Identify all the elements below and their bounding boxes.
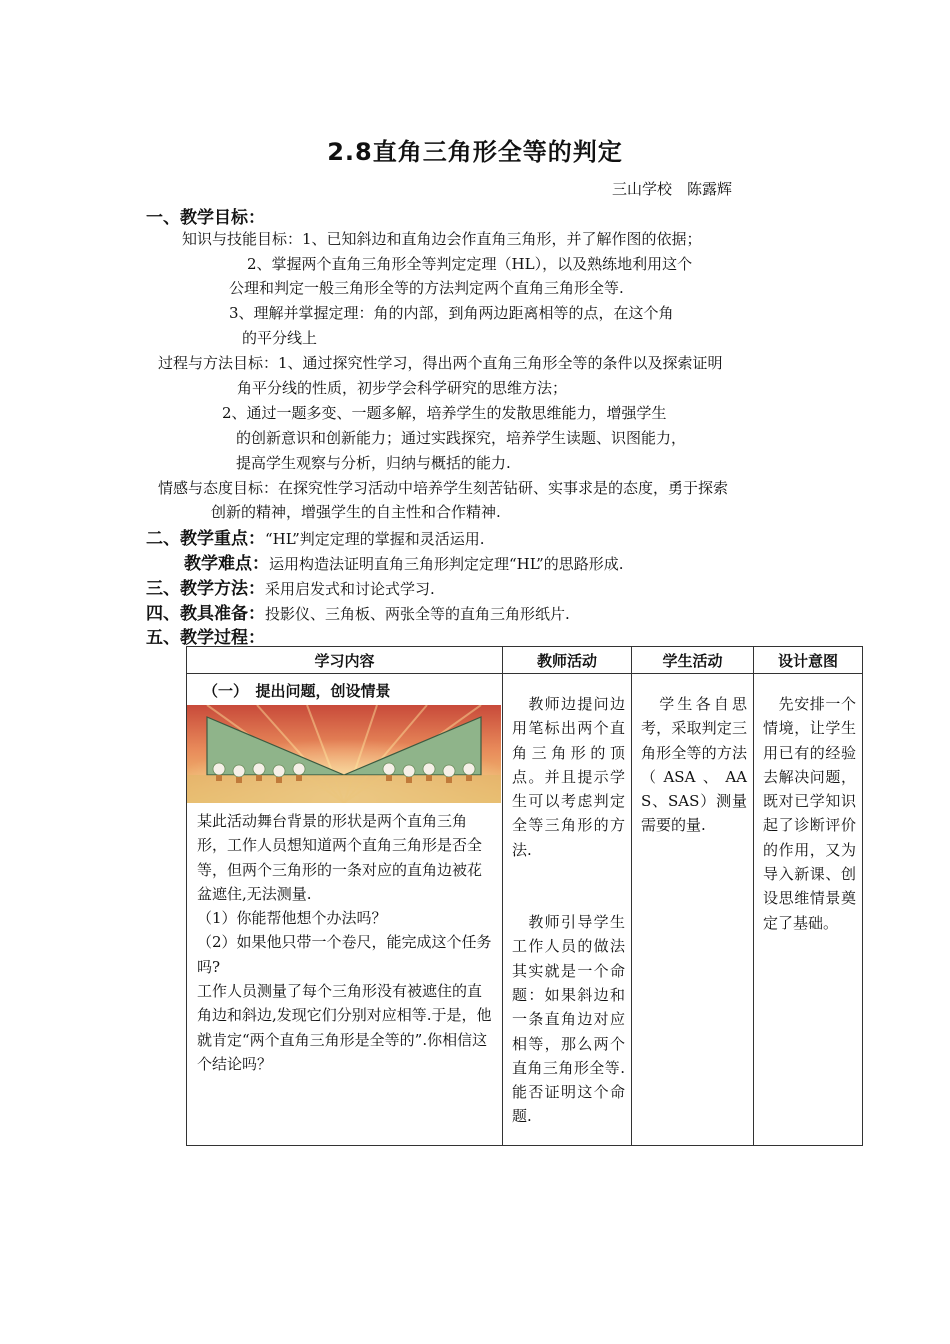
author-line: 三山学校 陈露辉 <box>612 180 733 198</box>
section-2 <box>146 524 485 549</box>
teacher-cell <box>503 674 632 1146</box>
teacher-activity-2: 教师引导学生工作人员的做法其实就是一个命题：如果斜边和一条直角边对应相等，那么两个直角三角形全等.能否证明这个命题. <box>512 913 625 1126</box>
teacher-activity-1: 教师边提问边用笔标出两个直角三角形的顶点。并且提示学生可以考虑判定全等三角形的方法. <box>512 695 625 859</box>
question-2: （2）如果他只带一个卷尺，能完成这个任务吗? <box>197 933 492 976</box>
section-4 <box>146 599 570 624</box>
section-1-heading: 一、教学目标： <box>146 208 265 228</box>
question-1: （1）你能帮他想个办法吗？ <box>197 909 387 928</box>
stage-image <box>187 705 501 803</box>
objective-line: 创新的精神，增强学生的自主性和合作精神. <box>211 503 501 521</box>
student-cell <box>632 674 754 1146</box>
objective-line: 情感与态度目标：在探究性学习活动中培养学生刻苦钻研、实事求是的态度，勇于探索 <box>158 479 729 497</box>
section-2b-label: 教学难点： <box>184 554 269 574</box>
section-4-text: 投影仪、三角板、两张全等的直角三角形纸片. <box>265 605 570 623</box>
section-2b-text: 运用构造法证明直角三角形判定定理“HL”的思路形成. <box>269 555 624 573</box>
table-header-row <box>187 647 863 674</box>
objective-line: 知识与技能目标：1、已知斜边和直角边会作直角三角形，并了解作图的依据； <box>182 230 702 248</box>
table-row <box>187 674 863 1146</box>
objective-line: 角平分线的性质，初步学会科学研究的思维方法； <box>237 379 568 397</box>
section-2-label: 二、教学重点： <box>146 529 265 549</box>
section-3-label: 三、教学方法： <box>146 579 265 599</box>
page-title: 2.8直角三角形全等的判定 <box>327 138 623 166</box>
objective-line: 2、通过一题多变、一题多解，培养学生的发散思维能力，增强学生 <box>222 404 667 422</box>
section-2-text: “HL”判定定理的掌握和灵活运用. <box>265 530 485 548</box>
objective-line: 提高学生观察与分析，归纳与概括的能力. <box>236 454 511 472</box>
objective-line: 过程与方法目标：1、通过探究性学习，得出两个直角三角形全等的条件以及探索证明 <box>158 354 723 372</box>
student-activity: 学生各自思考，采取判定三角形全等的方法（ASA、AAS、SAS）测量需要的量. <box>641 695 747 835</box>
design-intent: 先安排一个情境，让学生用已有的经验去解决问题，既对已学知识起了诊断评价的作用，又为导入新课、创设思维情景奠定了基础。 <box>763 695 856 932</box>
header-content: 学习内容 <box>187 647 503 674</box>
stage-section-title: （一） 提出问题，创设情景 <box>203 682 391 700</box>
section-4-label: 四、教具准备： <box>146 604 265 624</box>
section-5-heading: 五、教学过程： <box>146 628 265 648</box>
header-design: 设计意图 <box>754 647 863 674</box>
section-3 <box>146 574 435 599</box>
objective-line: 的平分线上 <box>242 329 318 347</box>
content-cell <box>187 674 503 1146</box>
teaching-process-table <box>186 646 863 1146</box>
objective-line: 3、理解并掌握定理：角的内部，到角两边距离相等的点，在这个角 <box>229 304 674 322</box>
objective-line: 的创新意识和创新能力；通过实践探究，培养学生读题、识图能力， <box>236 429 687 447</box>
header-student: 学生活动 <box>632 647 754 674</box>
section-2b <box>184 549 624 574</box>
header-teacher: 教师活动 <box>503 647 632 674</box>
objective-line: 公理和判定一般三角形全等的方法判定两个直角三角形全等. <box>229 279 624 297</box>
design-cell <box>754 674 863 1146</box>
scenario-paragraph: 某此活动舞台背景的形状是两个直角三角形，工作人员想知道两个直角三角形是否全等，但两个三角形的一条对应的直角边被花盆遮住,无法测量. <box>197 812 483 903</box>
section-3-text: 采用启发式和讨论式学习. <box>265 580 435 598</box>
conclusion-paragraph: 工作人员测量了每个三角形没有被遮住的直角边和斜边,发现它们分别对应相等.于是，他就肯定“两个直角三角形是全等的”.你相信这个结论吗？ <box>197 982 492 1073</box>
objective-line: 2、掌握两个直角三角形全等判定定理（HL），以及熟练地利用这个 <box>247 255 693 273</box>
